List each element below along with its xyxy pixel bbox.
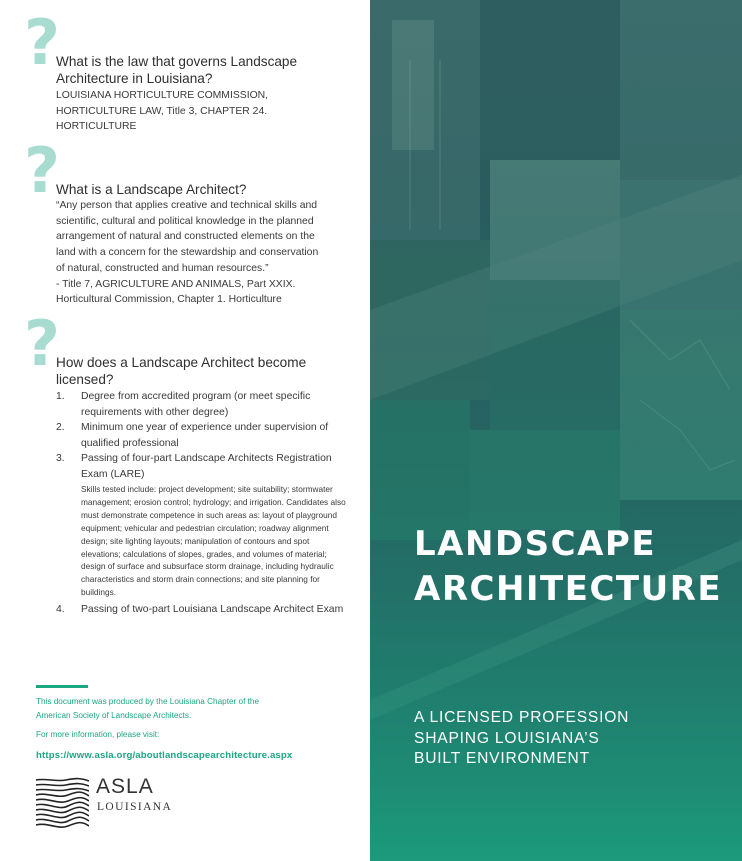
step-text: Minimum one year of experience under supervision of qualified professional [81,422,329,449]
cover-panel [370,0,742,861]
step-text: Degree from accredited program (or meet specific requirements with other degree) [81,391,311,418]
question-heading: How does a Landscape Architect become licensed? [56,355,307,387]
step-number: 3. [56,453,65,464]
step-number: 1. [56,391,65,402]
answer-text [56,198,346,308]
step-number: 2. [56,422,65,433]
skills-tested-text: Skills tested include: project development; site suitability; stormwater management; erosion control; hydrology; and irrigation. Candidates also must demonstrate competence in such areas as: layout of playground equipment; vehicular and pedestrian circulation; roadway alignment design; site lighting layouts; manipulation of contours and spot elevations; calculations of slopes, grades, and volumes of material; design of surface and subsurface storm drainage, including hydraulic characteristics and storm drain connections; and site planning for buildings. [81,484,346,598]
answer-line: - Title 7, AGRICULTURE AND ANIMALS, Part XXIX. [56,278,296,290]
cover-subtitle [414,708,629,770]
answer-line: of natural, constructed and human resources.” [56,262,269,274]
asla-logo-text: ASLA [96,775,154,798]
list-item [56,451,348,599]
question-mark-icon: ? [24,6,60,79]
step-number: 4. [56,604,65,616]
produced-by-line: American Society of Landscape Architects. [36,710,192,720]
cover-subtitle-line: BUILT ENVIRONMENT [414,750,590,767]
produced-by-line: This document was produced by the Louisiana Chapter of the [36,697,260,706]
answer-line: scientific, cultural and political knowledge in the planned [56,215,314,227]
answer-line: HORTICULTURE [56,121,137,133]
step-text: Passing of two-part Louisiana Landscape Architect Exam [81,604,344,616]
question-mark-icon: ? [24,134,60,207]
divider [36,685,88,688]
cover-title-line: LANDSCAPE [414,524,657,564]
produced-by-text [36,695,259,722]
list-item [56,420,348,451]
licensing-steps-list [56,389,348,618]
question-heading: What is the law that governs Landscape Architecture in Louisiana? [56,54,298,86]
cover-subtitle-line: A LICENSED PROFESSION [414,709,630,726]
list-item [56,389,348,420]
question-mark-icon: ? [24,307,60,380]
more-info-text: For more information, please visit: [36,730,160,739]
step-text: Passing of four-part Landscape Architects Registration Exam (LARE) [81,453,332,480]
cover-title-line: ARCHITECTURE [414,569,723,609]
cover-title [414,522,722,612]
answer-line: arrangement of natural and constructed elements on the [56,231,315,243]
answer-line: “Any person that applies creative and technical skills and [56,200,318,211]
answer-text [56,88,346,135]
answer-line: land with a concern for the stewardship and conservation [56,247,319,259]
asla-logo-icon [36,777,89,830]
asla-link[interactable]: https://www.asla.org/aboutlandscapearchitecture.aspx [36,750,293,761]
answer-line: LOUISIANA HORTICULTURE COMMISSION, [56,90,269,101]
faq-panel [0,0,370,861]
asla-logo-subtext: LOUISIANA [97,801,173,813]
answer-line: Horticultural Commission, Chapter 1. Horticulture [56,294,282,306]
cover-subtitle-line: SHAPING LOUISIANA’S [414,729,600,747]
question-heading: What is a Landscape Architect? [56,182,247,197]
list-item [56,602,348,618]
answer-line: HORTICULTURE LAW, Title 3, CHAPTER 24. [56,105,268,117]
